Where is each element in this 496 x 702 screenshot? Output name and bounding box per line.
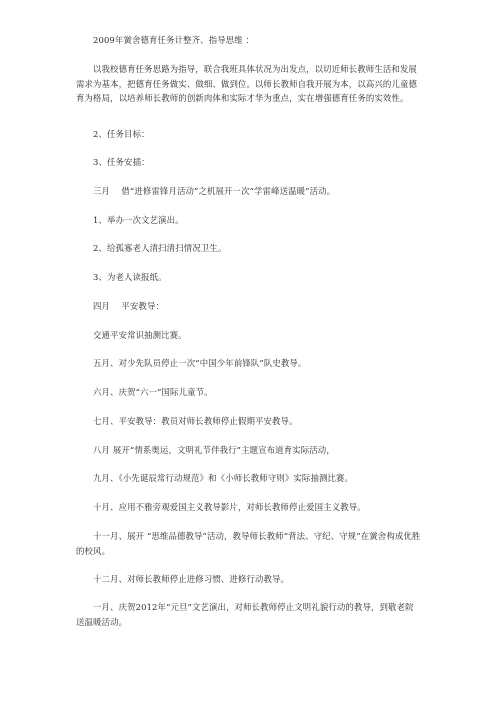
june-plan: 六月、庆贺“六一”国际儿童节。 — [93, 387, 213, 397]
october-plan: 十月、应用不雅旁观爱国主义教导影片，对师长教师停止爱国主义教导。 — [93, 502, 366, 512]
task-goals-heading: 2、任务目标： — [93, 129, 150, 139]
september-plan: 九月、《小先诞辰常行动规范》和《小师长教师守则》实际抽测比赛。 — [93, 473, 354, 483]
april-plan: 四月 平安教导： — [93, 301, 165, 311]
may-plan: 五月、对少先队员停止一次“中国少年前锋队”队史教导。 — [93, 358, 307, 368]
december-plan: 十二月、对师长教师停止进修习惯、进修行动教导。 — [93, 574, 290, 584]
march-item-3: 3、为老人读报纸。 — [93, 272, 167, 282]
march-plan: 三月 借“进修雷锋月活动”之机展开一次“学雷峰送温暖”活动。 — [93, 186, 336, 196]
august-plan: 八月 展开“情系奥运，文明礼节伴我行”主题宣布道育实际活动， — [93, 445, 335, 455]
march-item-2: 2、给孤寡老人清扫清扫情况卫生。 — [93, 243, 227, 253]
july-plan: 七月、平安教导：教员对师长教师停止假期平安教导。 — [93, 416, 298, 426]
document-heading: 2009年黉舍德育任务计整齐、指导思维 ： — [93, 35, 255, 45]
march-item-1: 1、举办一次文艺演出。 — [93, 215, 184, 225]
guiding-thought-paragraph: 以我校德育任务思路为指导，联合我班具体状况为出发点，以切近师长教师生活和发展需求为基本，把德育任务做实、做细、做到位。以师长教师自我开展为本，以高兴的儿童德育为格局，以培养师长教师的创新肉体和实际才华为重点，实在增强德育任务的实效性。 — [76, 64, 417, 104]
task-arrangement-heading: 3、任务安插： — [93, 157, 150, 167]
january-plan: 一月、庆贺2012年“元旦”文艺演出，对师长教师停止文明礼貌行动的教导，到敬老院送温暖活动。 — [76, 602, 414, 627]
april-item: 交通平安常识抽测比赛。 — [93, 330, 187, 340]
november-plan: 十一月、展开 “思维品德教导”活动，教导师长教师“背法、守纪、守规”在黉舍构成优胜的校风。 — [76, 531, 421, 556]
